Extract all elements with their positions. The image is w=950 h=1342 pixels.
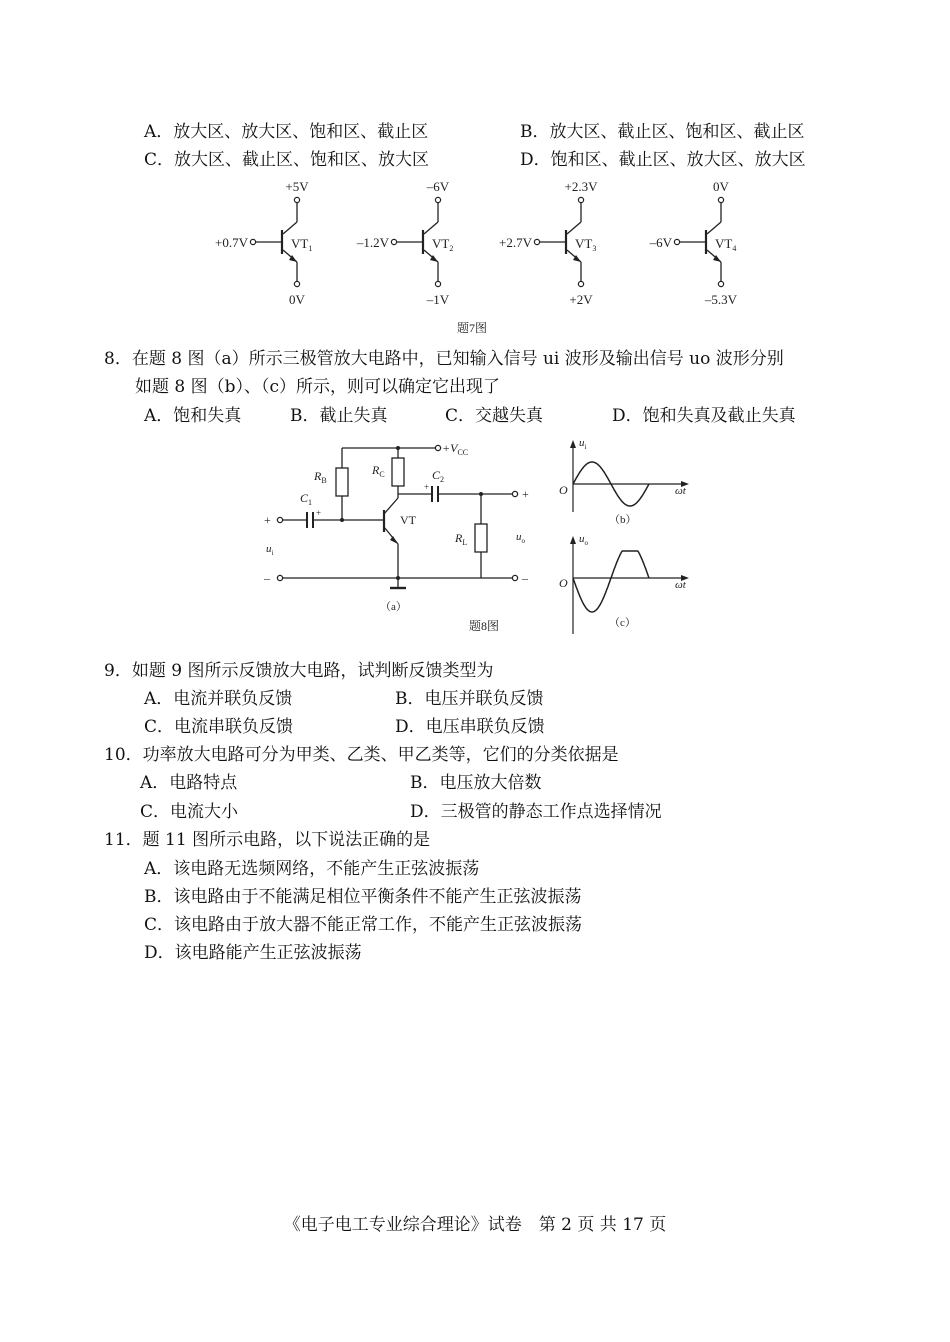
ui-label: $u_i$: [266, 543, 274, 557]
q8-option-a: A．饱和失真: [144, 406, 242, 426]
q11-option-b: B．该电路由于不能满足相位平衡条件不能产生正弦波振荡: [144, 887, 582, 907]
vt3-emitter-voltage: +2V: [569, 292, 593, 307]
q8-stem-line1: 8．在题 8 图（a）所示三极管放大电路中，已知输入信号 ui 波形及输出信号 uo 波形分别: [104, 349, 784, 369]
wave-c-origin: O: [559, 576, 568, 590]
waveform-b: [559, 437, 689, 526]
q11-option-a: A．该电路无选频网络，不能产生正弦波振荡: [144, 859, 480, 879]
vt2-collector-voltage: –6V: [426, 179, 450, 194]
q7-option-a: A．放大区、放大区、饱和区、截止区: [144, 122, 429, 142]
vt4-emitter-voltage: –5.3V: [704, 292, 738, 307]
c2-label: $C_2$: [432, 468, 445, 484]
input-minus: –: [264, 571, 270, 585]
c2-plus: +: [424, 482, 430, 492]
q7-option-c: C．放大区、截止区、饱和区、放大区: [144, 150, 430, 170]
q9-option-d: D．电压串联负反馈: [395, 717, 545, 737]
waveform-c: [559, 533, 689, 634]
wave-b-origin: O: [559, 483, 568, 497]
q9-option-b: B．电压并联负反馈: [395, 689, 544, 709]
q7-option-b: B．放大区、截止区、饱和区、截止区: [520, 122, 805, 142]
vt3-collector-voltage: +2.3V: [564, 179, 598, 194]
q7-option-d: D．饱和区、截止区、放大区、放大区: [520, 150, 806, 170]
transistor-vt2: [356, 179, 453, 307]
vt2-emitter-voltage: –1V: [426, 292, 450, 307]
vt1-emitter-voltage: 0V: [289, 292, 305, 307]
vt2-base-voltage: –1.2V: [356, 235, 389, 250]
q9-option-a: A．电流并联负反馈: [144, 689, 293, 709]
vcc-label: $+V_{CC}$: [442, 441, 469, 457]
q9-option-c: C．电流串联负反馈: [144, 717, 294, 737]
q8-option-b: B．截止失真: [290, 406, 388, 426]
input-plus: +: [264, 513, 271, 527]
wave-c-label: （c）: [609, 617, 636, 629]
vt-label: VT: [400, 513, 416, 527]
wave-b-ylabel: $u_i$: [579, 437, 587, 451]
fig8a-label: （a）: [380, 601, 407, 613]
q11-option-d: D．该电路能产生正弦波振荡: [144, 943, 362, 963]
wave-c-ylabel: $u_o$: [579, 533, 588, 547]
output-plus: +: [522, 487, 529, 501]
vt3-base-voltage: +2.7V: [499, 235, 532, 250]
wave-b-xlabel: ωt: [675, 485, 686, 497]
q11-stem: 11．题 11 图所示电路，以下说法正确的是: [104, 830, 431, 850]
c1-label: $C_1$: [300, 491, 313, 507]
vt1-collector-voltage: +5V: [285, 179, 309, 194]
q8-option-c: C．交越失真: [445, 406, 544, 426]
transistor-vt1: [215, 179, 312, 307]
q8-option-d: D．饱和失真及截止失真: [612, 406, 796, 426]
q10-option-c: C．电流大小: [140, 802, 239, 822]
figure-8-caption: 题8图: [468, 619, 500, 633]
q11-option-c: C．该电路由于放大器不能正常工作，不能产生正弦波振荡: [144, 915, 583, 935]
transistor-vt3: [499, 179, 598, 307]
vt4-collector-voltage: 0V: [713, 179, 729, 194]
q10-option-b: B．电压放大倍数: [410, 773, 542, 793]
page-footer: 《电子电工专业综合理论》试卷 第 2 页 共 17 页: [283, 1215, 667, 1235]
rb-label: $R_B$: [314, 469, 327, 485]
figure-7: [190, 174, 790, 344]
vt4-base-voltage: –6V: [649, 235, 672, 250]
vt3-label: $VT_3$: [575, 236, 597, 253]
q8-stem: [104, 348, 784, 370]
q9-stem: 9．如题 9 图所示反馈放大电路，试判断反馈类型为: [104, 661, 494, 681]
q8-stem-line2: 如题 8 图（b）、（c）所示，则可以确定它出现了: [135, 377, 501, 397]
vt2-label: $VT_2$: [432, 236, 454, 253]
figure-8: [250, 432, 710, 642]
wave-b-label: （b）: [609, 514, 637, 526]
q10-option-a: A．电路特点: [140, 773, 238, 793]
q10-stem: 10．功率放大电路可分为甲类、乙类、甲乙类等，它们的分类依据是: [104, 745, 619, 765]
transistor-vt4: [649, 179, 738, 307]
figure-7-caption: 题7图: [456, 321, 488, 335]
vt4-label: $VT_4$: [715, 236, 737, 253]
rc-label: $R_C$: [372, 463, 385, 479]
wave-c-xlabel: ωt: [675, 579, 686, 591]
rl-label: $R_L$: [455, 531, 468, 547]
vt1-base-voltage: +0.7V: [215, 235, 248, 250]
c1-plus: +: [316, 508, 322, 518]
uo-label: $u_o$: [516, 531, 525, 545]
q10-option-d: D．三极管的静态工作点选择情况: [410, 802, 662, 822]
vt1-label: $VT_1$: [291, 236, 313, 253]
output-minus: –: [522, 571, 528, 585]
